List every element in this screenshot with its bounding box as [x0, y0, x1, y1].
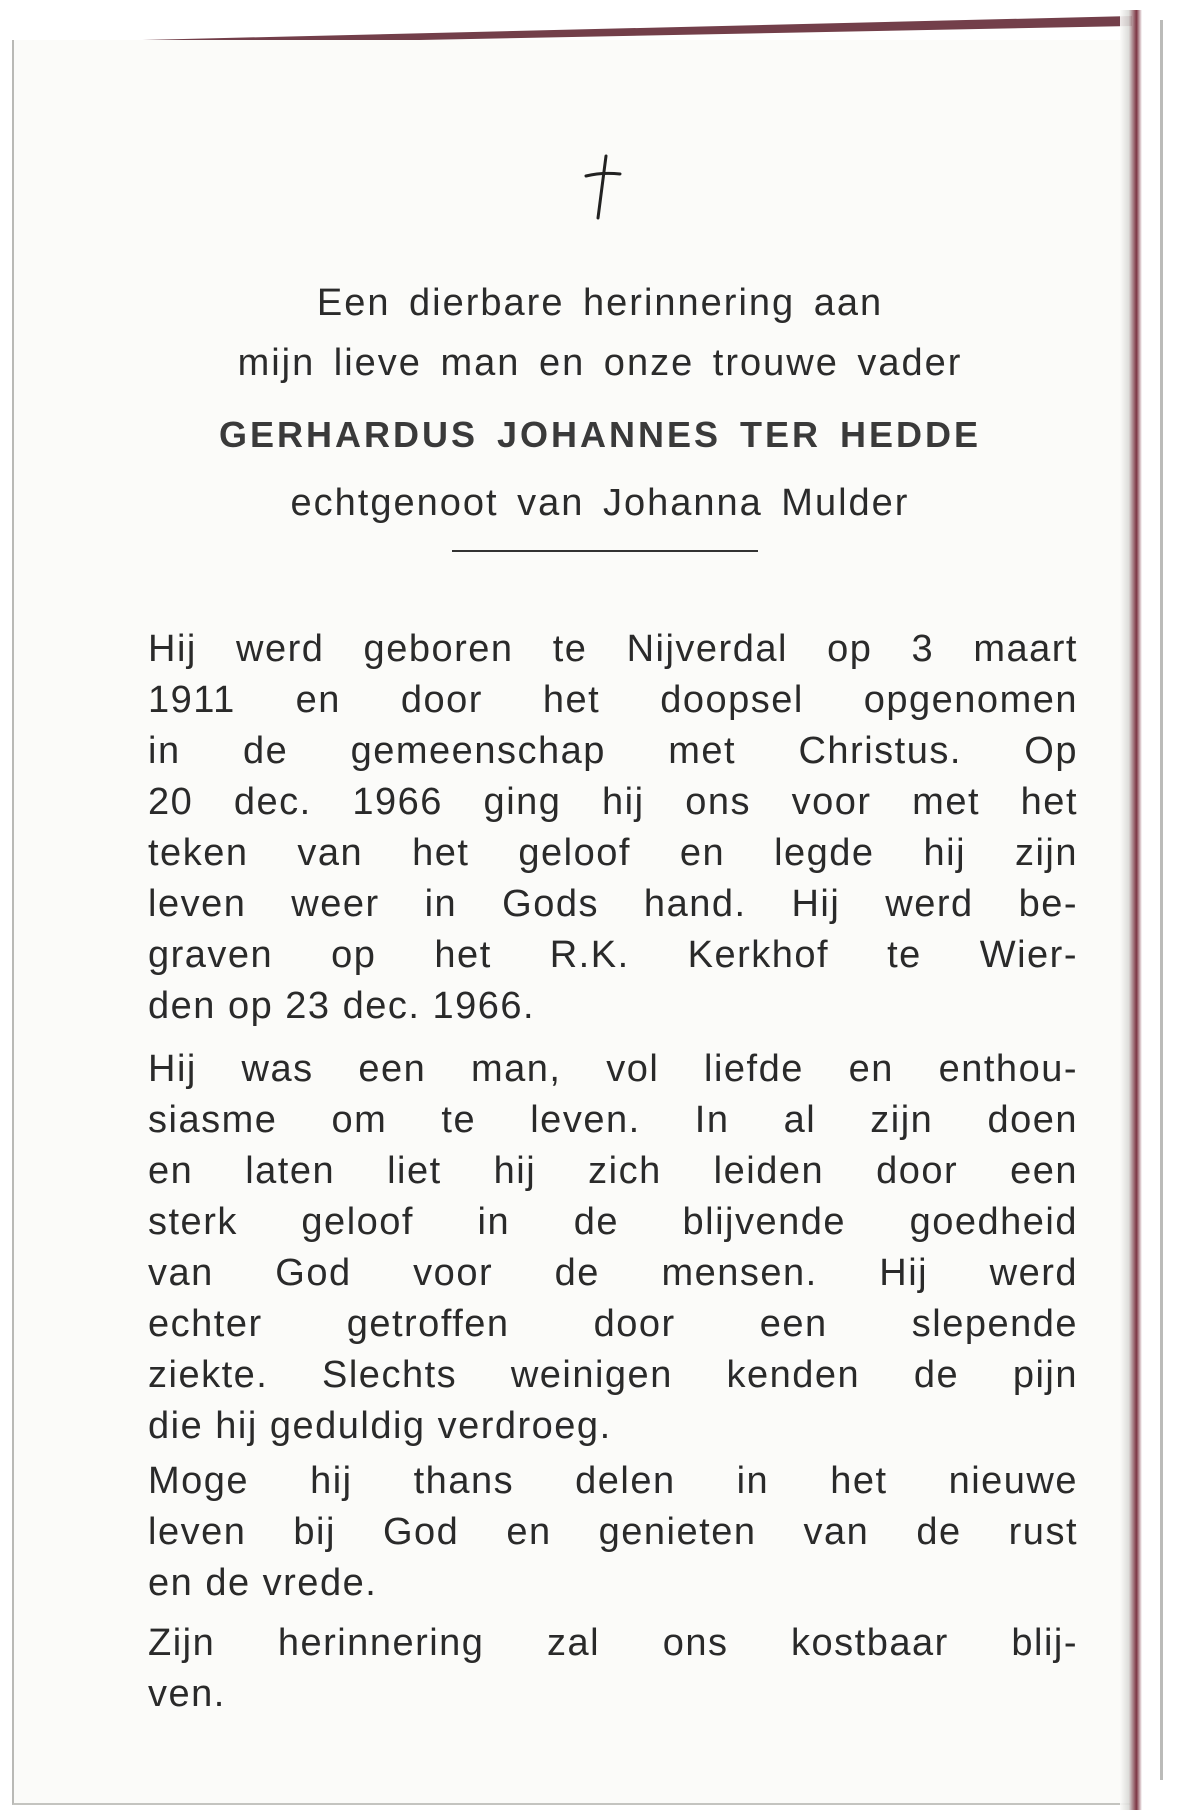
text-line: sterk geloof in de blijvende goedheid	[148, 1201, 1078, 1243]
text-line: en de vrede.	[148, 1562, 378, 1604]
text-line: Zijn herinnering zal ons kostbaar blij-	[148, 1622, 1078, 1664]
intro-line-2: mijn lieve man en onze trouwe vader	[237, 342, 963, 384]
paragraph-birth-death	[148, 624, 1078, 1032]
title-divider	[452, 550, 758, 552]
text-line: in de gemeenschap met Christus. Op	[148, 730, 1078, 772]
text-line: 20 dec. 1966 ging hij ons voor met het	[148, 781, 1078, 823]
text-line: die hij geduldig verdroeg.	[148, 1405, 612, 1447]
text-line: den op 23 dec. 1966.	[148, 985, 536, 1027]
text-line: leven bij God en genieten van de rust	[148, 1511, 1078, 1553]
text-line: Hij was een man, vol liefde en enthou-	[148, 1048, 1078, 1090]
paragraph-closing	[148, 1618, 1078, 1720]
text-line: echter getroffen door een slepende	[148, 1303, 1078, 1345]
spouse-line: echtgenoot van Johanna Mulder	[290, 482, 910, 524]
text-line: en laten liet hij zich leiden door een	[148, 1150, 1078, 1192]
cross-icon	[572, 152, 632, 222]
card-right-shadow	[1160, 20, 1163, 1780]
text-line: van God voor de mensen. Hij werd	[148, 1252, 1078, 1294]
paragraph-prayer	[148, 1456, 1078, 1609]
text-line: graven op het R.K. Kerkhof te Wier-	[148, 934, 1078, 976]
text-line: ziekte. Slechts weinigen kenden de pijn	[148, 1354, 1078, 1396]
text-line: leven weer in Gods hand. Hij werd be-	[148, 883, 1078, 925]
text-line: Moge hij thans delen in het nieuwe	[148, 1460, 1078, 1502]
text-line: 1911 en door het doopsel opgenomen	[148, 679, 1078, 721]
text-line: teken van het geloof en legde hij zijn	[148, 832, 1078, 874]
text-line: ven.	[148, 1673, 226, 1715]
text-line: siasme om te leven. In al zijn doen	[148, 1099, 1078, 1141]
paragraph-character	[148, 1044, 1078, 1452]
intro-line-1: Een dierbare herinnering aan	[316, 282, 884, 324]
deceased-name: GERHARDUS JOHANNES TER HEDDE	[218, 414, 982, 455]
text-line: Hij werd geboren te Nijverdal op 3 maart	[148, 628, 1078, 670]
card-right-edge	[1120, 10, 1142, 1810]
